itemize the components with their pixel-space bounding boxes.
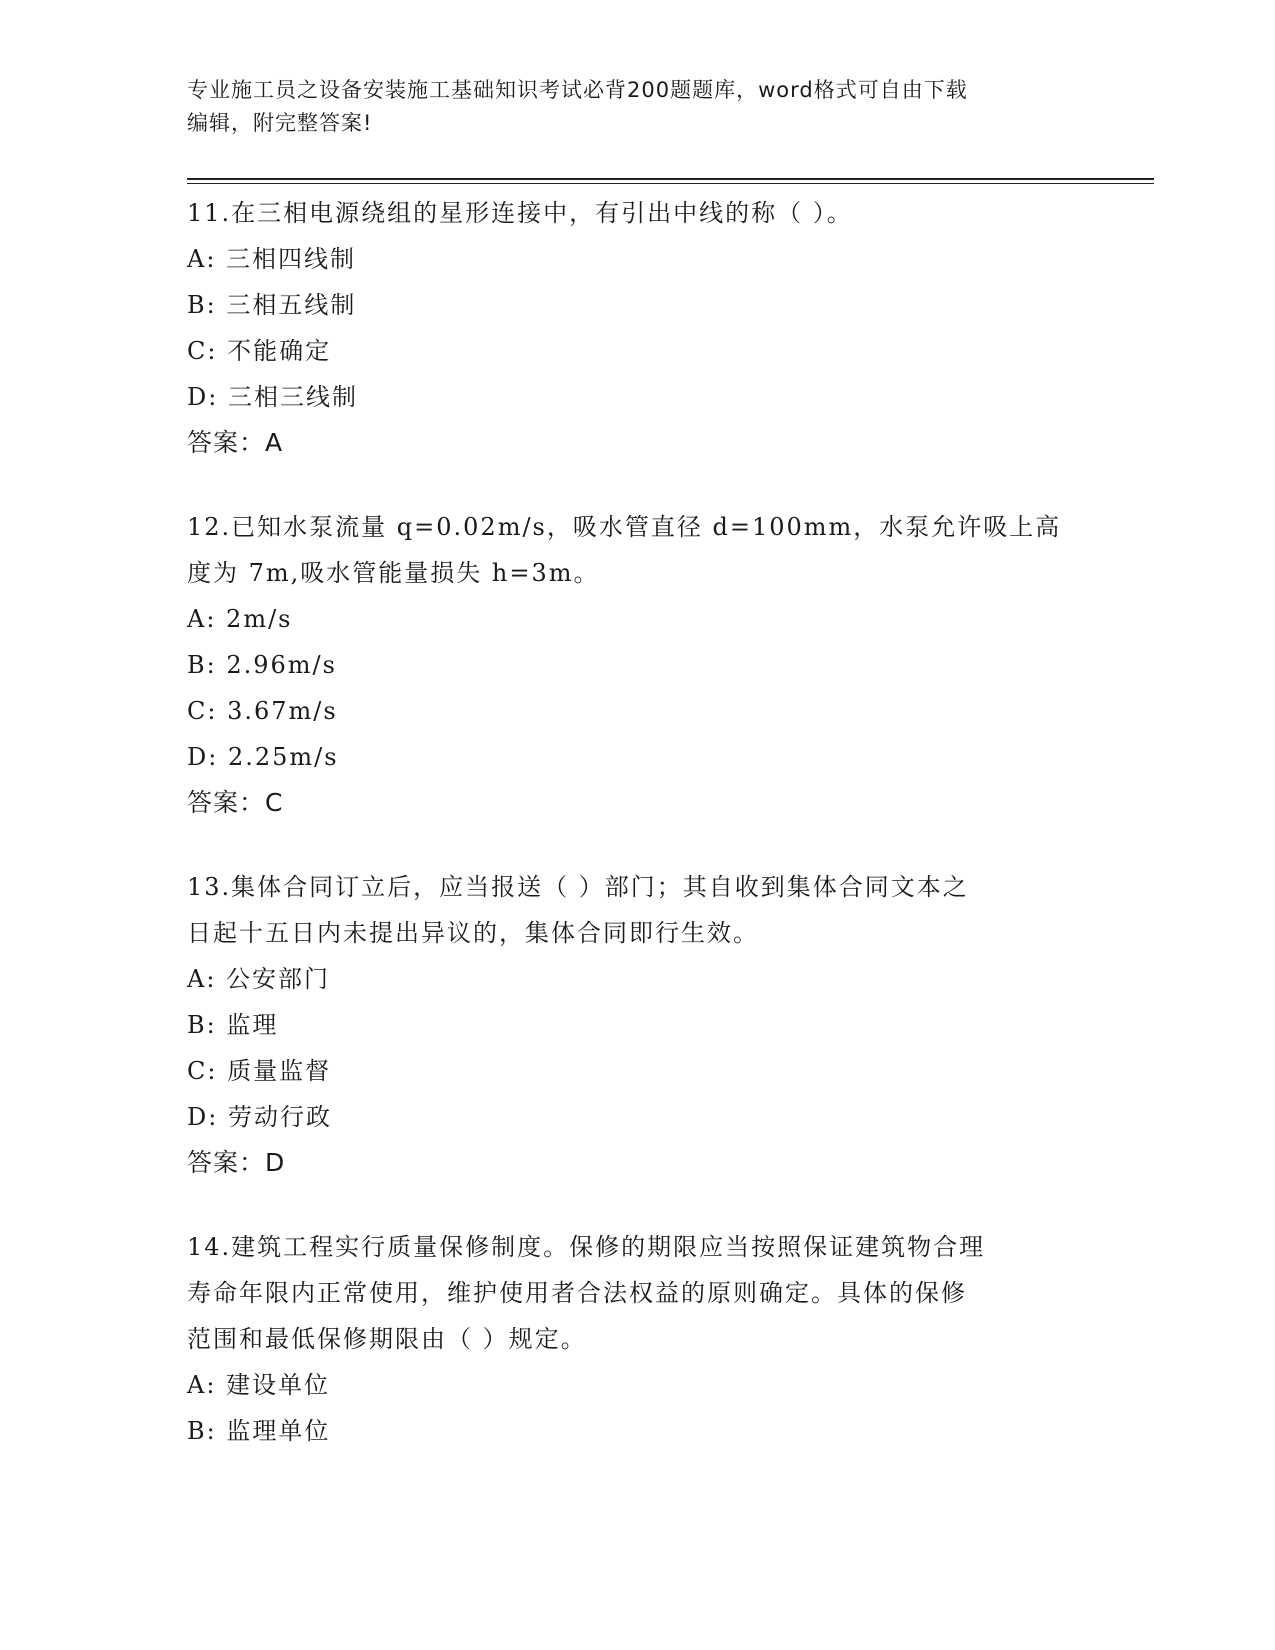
option-a: A: 三相四线制 — [187, 245, 357, 273]
option-b: B: 监理 — [187, 1011, 279, 1039]
option-c: C: 3.67m/s — [187, 697, 338, 725]
option-a: A: 公安部门 — [187, 965, 331, 993]
header-divider-thick — [187, 178, 1154, 180]
question-14 — [187, 1224, 1087, 1454]
question-stem: 范围和最低保修期限由（ ）规定。 — [187, 1325, 587, 1353]
option-c: C: 质量监督 — [187, 1057, 332, 1085]
question-stem: 14.建筑工程实行质量保修制度。保修的期限应当按照保证建筑物合理 — [187, 1233, 986, 1261]
question-list — [187, 190, 1087, 1492]
question-stem: 寿命年限内正常使用，维护使用者合法权益的原则确定。具体的保修 — [187, 1279, 967, 1307]
option-b: B: 监理单位 — [187, 1417, 331, 1445]
answer: 答案：A — [187, 428, 284, 457]
header-title-line-1: 专业施工员之设备安装施工基础知识考试必背200题题库，word格式可自由下载 — [187, 78, 968, 102]
option-c: C: 不能确定 — [187, 337, 332, 365]
option-a: A: 建设单位 — [187, 1371, 331, 1399]
option-d: D: 三相三线制 — [187, 383, 358, 411]
question-stem: 13.集体合同订立后，应当报送（ ）部门；其自收到集体合同文本之 — [187, 873, 969, 901]
option-b: B: 三相五线制 — [187, 291, 357, 319]
option-d: D: 劳动行政 — [187, 1103, 332, 1131]
question-12 — [187, 504, 1087, 826]
question-11 — [187, 190, 1087, 466]
document-header — [187, 74, 1067, 140]
header-divider-thin — [187, 183, 1154, 184]
option-a: A: 2m/s — [187, 605, 293, 633]
question-stem: 12.已知水泵流量 q=0.02m/s，吸水管直径 d=100mm，水泵允许吸上高 — [187, 513, 1062, 541]
header-title-line-2: 编辑，附完整答案! — [187, 111, 373, 135]
option-d: D: 2.25m/s — [187, 743, 339, 771]
option-b: B: 2.96m/s — [187, 651, 337, 679]
question-13 — [187, 864, 1087, 1186]
question-stem: 度为 7m,吸水管能量损失 h=3m。 — [187, 559, 600, 587]
question-stem: 日起十五日内未提出异议的，集体合同即行生效。 — [187, 919, 759, 947]
question-stem: 11.在三相电源绕组的星形连接中，有引出中线的称（ ）。 — [187, 199, 853, 227]
answer: 答案：D — [187, 1148, 286, 1177]
answer: 答案：C — [187, 788, 284, 817]
